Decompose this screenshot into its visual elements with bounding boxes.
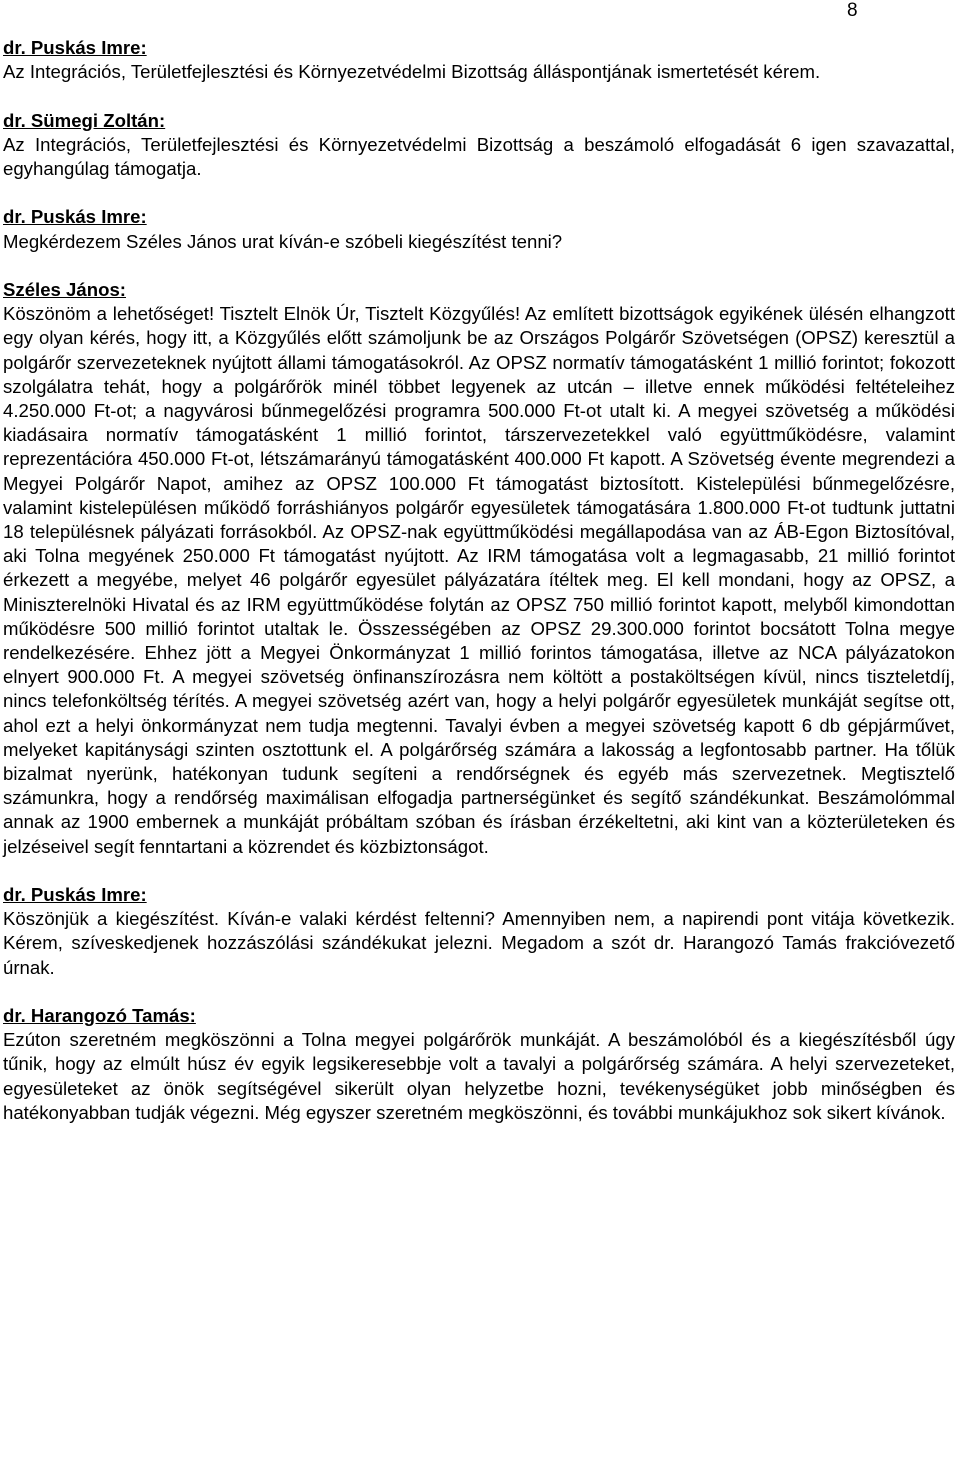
speech-text: Megkérdezem Széles János urat kíván-e szóbeli kiegészítést tenni? <box>3 230 563 252</box>
speech-block <box>3 883 955 980</box>
speech-text: Köszönjük a kiegészítést. Kíván-e valaki kérdést feltenni? Amennyiben nem, a napirendi pont vitája következik. Kérem, szíveskedjenek hozzászólási szándékukat jelezni. Megadom a szót dr. Harangozó Tamás frakcióvezető úrnak. <box>3 908 955 978</box>
speech-block <box>3 109 955 182</box>
speaker-name: dr. Harangozó Tamás: <box>3 1005 196 1027</box>
speaker-name: dr. Puskás Imre: <box>3 884 147 906</box>
speaker-name: Széles János: <box>3 278 126 300</box>
speaker-name: dr. Puskás Imre: <box>3 37 147 58</box>
speaker-name: dr. Sümegi Zoltán: <box>3 109 166 131</box>
speaker-name: dr. Puskás Imre: <box>3 206 147 228</box>
speech-block <box>3 36 955 84</box>
transcript-body <box>3 36 955 1125</box>
speech-block <box>3 1004 955 1125</box>
speech-text: Az Integrációs, Területfejlesztési és Környezetvédelmi Bizottság álláspontjának ismertetését kérem. <box>3 61 821 83</box>
speech-text: Ezúton szeretném megköszönni a Tolna megyei polgárőrök munkáját. A beszámolóból és a kiegészítésből úgy tűnik, hogy az elmúlt húsz év egyik legsikeresebbje volt a tavalyi a polgárőrség számára. A helyi szervezeteket, egyesületeket az önök segítségével sikerült olyan helyzetbe hozni, tevékenységüket jobb minőségben és hatékonyabban tudják végezni. Még egyszer szeretném megköszönni, és további munkájukhoz sok sikert kívánok. <box>3 1029 955 1123</box>
speech-text: Az Integrációs, Területfejlesztési és Környezetvédelmi Bizottság a beszámoló elfogadását 6 igen szavazattal, egyhangúlag támogatja. <box>3 133 955 179</box>
speech-text: Köszönöm a lehetőséget! Tisztelt Elnök Úr, Tisztelt Közgyűlés! Az említett bizottságok egyikének ülésén elhangzott egy olyan kérés, hogy itt, a Közgyűlés előtt számoljunk be az Országos Polgárőr Szövetségen (OPSZ) keresztül a polgárőr szervezeteknek nyújtott állami támogatásokról. Az OPSZ normatív támogatásként 1 millió forintot; fokozott szolgálatra tehát, hogy a polgárőrök minél többet legyenek az utcán – illetve ennek működési feltételeihez 4.250.000 Ft-ot; a nagyvárosi bűnmegelőzési programra 500.000 Ft-ot utalt ki. A megyei szövetség a működési kiadásaira normatív támogatásként 1 millió forintot, társzervezetekkel való együttműködésre, valamint reprezentációra 450.000 Ft-ot, létszámarányú támogatásként 400.000 Ft kapott. A Szövetség évente megrendezi a Megyei Polgárőr Napot, amihez az OPSZ 100.000 Ft támogatást biztosított. Kistelepülési bűnmegelőzésre, valamint kistelepülésen működő forráshiányos polgárőr egyesületek támogatására 1.800.000 Ft-ot tudtunk juttatni 18 településnek pályázati forrásokból. Az OPSZ-nak együttműködési megállapodása van az ÁB-Egon Biztosítóval, aki Tolna megyének 250.000 Ft támogatást nyújtott. Az IRM támogatása volt a legmagasabb, 21 millió forintot érkezett a megyébe, melyet 46 polgárőr egyesület pályázatára ítéltek meg. El kell mondani, hogy az OPSZ, a Miniszterelnöki Hivatal és az IRM együttműködése folytán az OPSZ 750 millió forintot kapott, melyből kimondottan működésre 500 millió forintot utaltak le. Összességében az OPSZ 29.300.000 forintot bocsátott Tolna megye rendelkezésére. Ehhez jött a Megyei Önkormányzat 1 millió forintos támogatása, illetve az NCA pályázatokon elnyert 900.000 Ft. A megyei szövetség önfinanszírozásra nem költött a postaköltségen kívül, nincs tiszteletdíj, nincs telefonköltség térítés. A megyei szövetség azért van, hogy a helyi polgárőr egyesületek munkáját segítse ott, ahol ezt a helyi önkormányzat nem tudja megtenni. Tavalyi évben a megyei szövetség kapott 6 db gépjárművet, melyeket kapitánysági szinten osztottunk el. A polgárőrség számára a lakosság a legfontosabb partner. Ha tőlük bizalmat nyerünk, hatékonyan tudunk segíteni a rendőrségnek és egyéb más szervezetnek. Megtisztelő számunkra, hogy a rendőrség maximálisan elfogadja partnerségünket és segítő szándékunkat. Beszámolómmal annak az 1900 embernek a munkáját próbáltam szóban és írásban érzékeltetni, aki kint van a közterületeken és jelzéseivel segít fenntartani a közrendet és közbiztonságot. <box>3 303 955 857</box>
speech-block <box>3 278 955 859</box>
speech-block <box>3 205 955 253</box>
page-number: 8 <box>847 0 858 21</box>
